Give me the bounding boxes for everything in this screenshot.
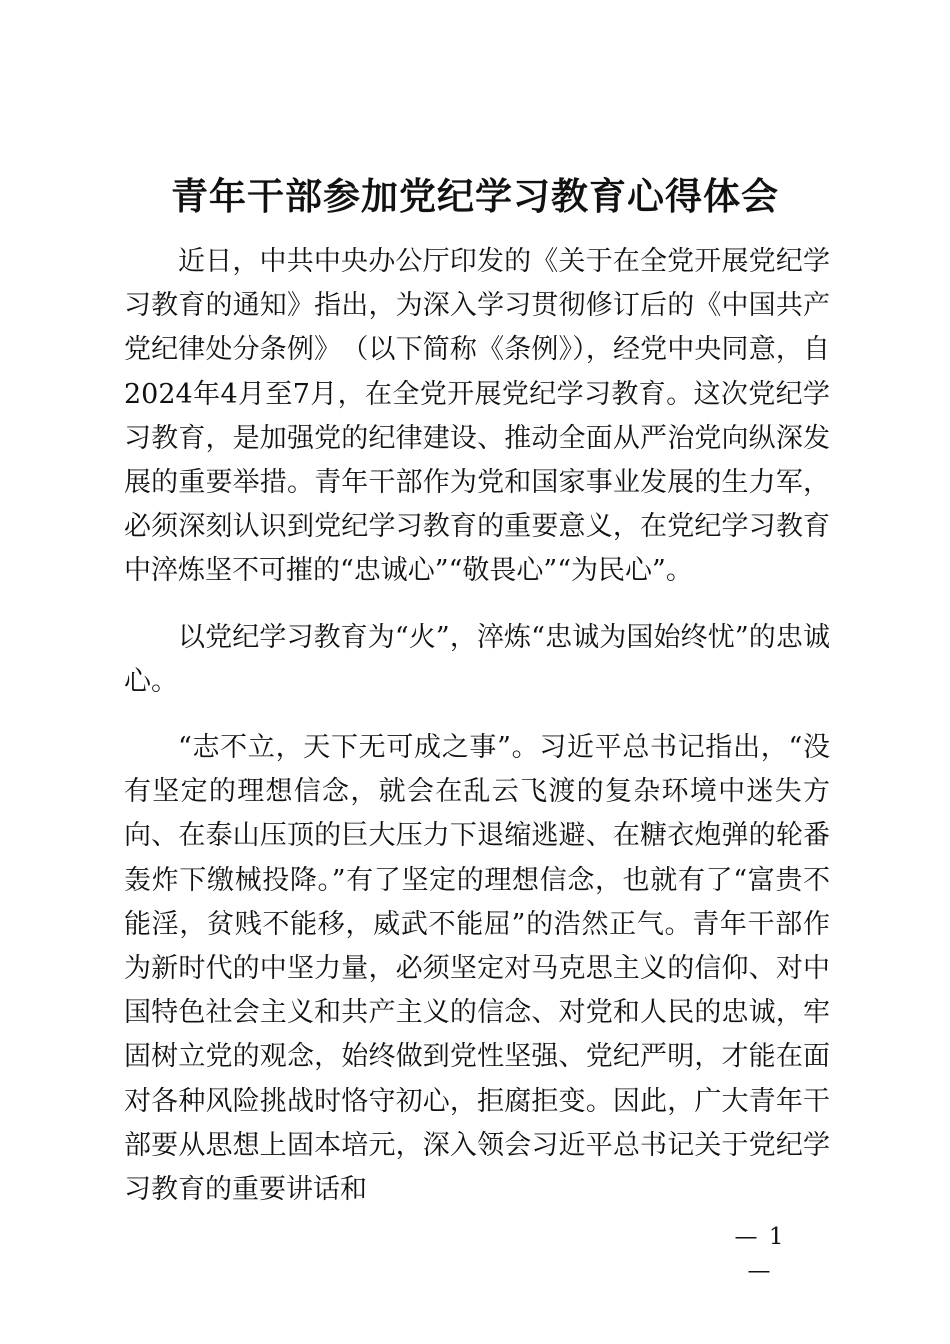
paragraph-section-heading: 以党纪学习教育为“火”，淬炼“忠诚为国始终忧”的忠诚心。 <box>124 621 830 697</box>
document-body <box>124 240 830 1212</box>
paragraph-loyalty: “志不立，天下无可成之事”。习近平总书记指出，“没有坚定的理想信念，就会在乱云飞渡的复杂环境中迷失方向、在泰山压顶的巨大压力下退缩逃避、在糖衣炮弹的轮番轰炸下缴械投降。”有了坚定的理想信念，也就有了“富贵不能淫，贫贱不能移，威武不能屈”的浩然正气。青年干部作为新时代的中坚力量，必须坚定对马克思主义的信仰、对中国特色社会主义和共产主义的信念、对党和人民的忠诚，牢固树立党的观念，始终做到党性坚强、党纪严明，才能在面对各种风险挑战时恪守初心，拒腐拒变。因此，广大青年干部要从思想上固本培元，深入领会习近平总书记关于党纪学习教育的重要讲话和 <box>124 732 830 1206</box>
page-number: — 1 — <box>734 1224 786 1284</box>
paragraph-intro: 近日，中共中央办公厅印发的《关于在全党开展党纪学习教育的通知》指出，为深入学习贯彻修订后的《中国共产党纪律处分条例》 （以下简称《条例》），经党中央同意，自2024年4月至7月，在全党开展党纪学习教育。这次党纪学习教育，是加强党的纪律建设、推动全面从严治党向纵深发展的重要举措。青年干部作为党和国家事业发展的生力军，必须深刻认识到党纪学习教育的重要意义，在党纪学习教育中淬炼坚不可摧的“忠诚心”“敬畏心”“为民心”。 <box>124 246 830 587</box>
document-title: 青年干部参加党纪学习教育心得体会 <box>171 174 779 218</box>
